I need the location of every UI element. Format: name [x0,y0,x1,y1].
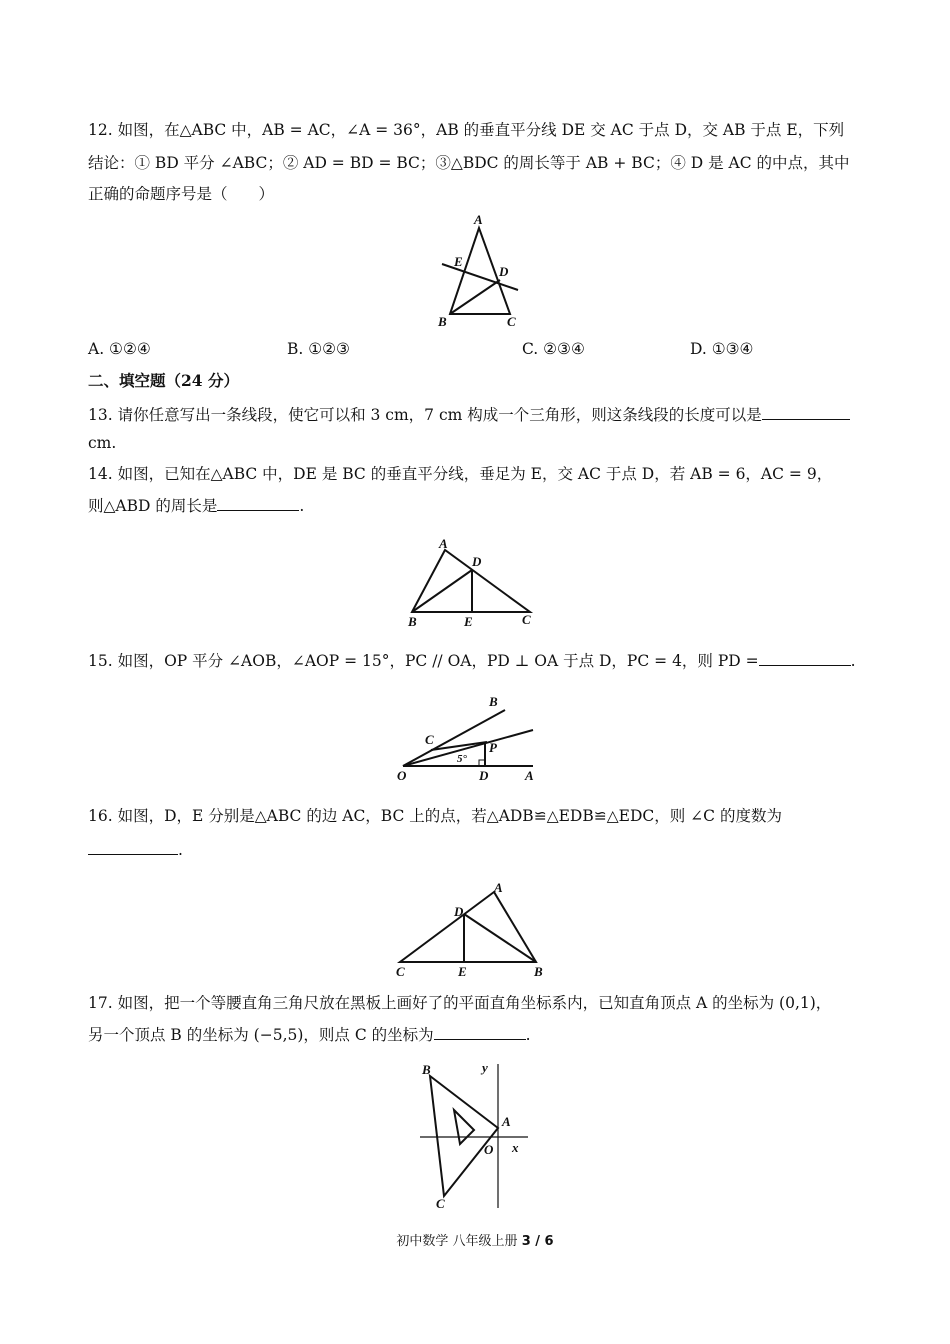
q14-figure [400,538,550,630]
q14-line2 [88,496,880,516]
q15-label-c: C [425,732,434,747]
q17-label-c: C [436,1196,445,1211]
q14-label-b: B [408,614,417,629]
q16-label-d: D [454,904,464,919]
q17-triangle-ruler [430,1076,498,1196]
q17-label-b: B [422,1062,431,1077]
q15-line1 [88,651,880,671]
q17-line1: 17. 如图，把一个等腰直角三角尺放在黑板上画好了的平面直角坐标系内，已知直角顶点 A 的坐标为 (0,1)， [88,994,832,1012]
q14-line1: 14. 如图，已知在△ABC 中，DE 是 BC 的垂直平分线，垂足为 E，交 AC 于点 D，若 AB = 6，AC = 9， [88,465,833,483]
q13-line1 [88,405,880,425]
q16-label-c: C [396,964,405,979]
q14-label-c: C [522,612,531,627]
q14-label-e: E [464,614,473,629]
q12-option-c[interactable]: C. ②③④ [522,340,585,358]
q14-text: 则△ABD 的周长是 [88,497,218,515]
q12-line2: 结论：① BD 平分 ∠ABC；② AD = BD = BC；③△BDC 的周长等于 AB + BC；④ D 是 AC 的中点，其中 [88,154,850,172]
q15-ray-ob [403,710,505,766]
q15-label-o: O [397,768,407,783]
q12-segment-bd [450,280,500,314]
q15-label-d: D [479,768,489,783]
q12-label-c: C [507,314,516,329]
q17-text: 另一个顶点 B 的坐标为 (−5,5)，则点 C 的坐标为 [88,1026,434,1044]
page-footer [0,1230,950,1249]
q15-ray-op [403,730,533,766]
q15-label-p: P [489,740,497,755]
q12-option-d[interactable]: D. ①③④ [690,340,754,358]
q12-label-d: D [499,264,509,279]
q17-line2 [88,1025,880,1045]
q13-text: 13. 请你任意写出一条线段，使它可以和 3 cm，7 cm 构成一个三角形，则这条线段的长度可以是 [88,406,762,424]
q16-segment-db [464,914,536,962]
q15-period: . [850,652,856,670]
q12-figure [430,210,530,335]
footer-subject: 初中数学 八年级上册 [396,1234,518,1249]
q12-line1: 12. 如图，在△ABC 中，AB = AC，∠A = 36°，AB 的垂直平分线 DE 交 AC 于点 D，交 AB 于点 E，下列 [88,121,845,139]
q14-segment-bd [412,570,472,612]
q14-answer-blank[interactable] [217,496,299,511]
q12-label-b: B [438,314,447,329]
q12-option-b[interactable]: B. ①②③ [287,340,350,358]
q17-label-y: y [482,1060,488,1075]
q12-label-a: A [474,212,483,227]
q16-label-b: B [534,964,543,979]
q16-triangle [400,892,536,962]
q17-period: . [525,1026,531,1044]
section-heading: 二、填空题（24 分） [88,371,239,390]
q17-label-a: A [502,1114,511,1129]
q13-answer-blank[interactable] [762,405,850,420]
q16-period: . [178,841,183,859]
q12-label-e: E [454,254,463,269]
q16-label-a: A [494,880,503,895]
q12-option-a[interactable]: A. ①②④ [88,340,151,358]
q17-ruler-hole [454,1110,474,1144]
q16-line1: 16. 如图，D，E 分别是△ABC 的边 AC，BC 上的点，若△ADB≌△EDB≌△EDC，则 ∠C 的度数为 [88,807,782,825]
q15-angle-label: 5° [457,753,467,765]
q16-line2 [88,840,880,860]
q13-line2: cm. [88,434,117,452]
q14-period: . [299,497,305,515]
q12-line3: 正确的命题序号是（ ） [88,185,275,203]
q16-label-e: E [458,964,467,979]
q16-figure [390,880,560,980]
q15-label-b: B [489,694,498,709]
q17-answer-blank[interactable] [434,1025,526,1040]
q17-label-o: O [484,1142,494,1157]
q14-label-a: A [439,536,448,551]
q15-answer-blank[interactable] [759,651,851,666]
q16-answer-blank[interactable] [88,840,178,855]
q14-label-d: D [472,554,482,569]
q15-figure [395,692,555,784]
q17-figure [410,1058,540,1213]
q15-text: 15. 如图，OP 平分 ∠AOB，∠AOP = 15°，PC // OA，PD ⊥ OA 于点 D，PC = 4，则 PD = [88,652,759,670]
q17-label-x: x [512,1140,519,1155]
q15-label-a: A [525,768,534,783]
footer-page-number: 3 / 6 [521,1234,554,1249]
